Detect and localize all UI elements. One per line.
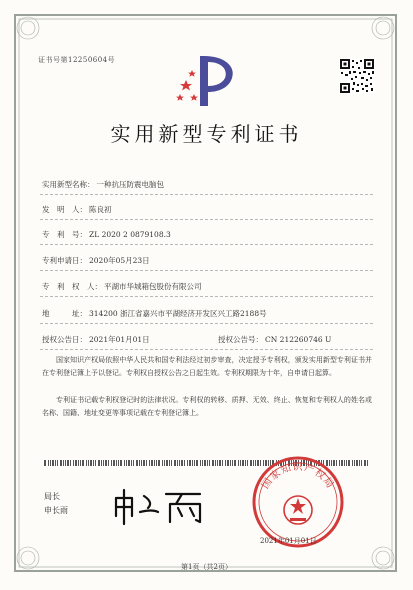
- divider: [40, 296, 373, 297]
- field-value: CN 212260746 U: [265, 335, 332, 344]
- patent-office-logo: [172, 52, 242, 108]
- page-number: 第1页（共2页）: [181, 563, 232, 571]
- svg-text:国家知识产权局: [259, 461, 336, 492]
- director-name: 申长雨: [44, 506, 68, 515]
- field-inventor: [42, 204, 112, 215]
- field-label: 专 利 权 人：: [42, 282, 102, 291]
- divider: [40, 349, 373, 350]
- field-value: 一种抗压防震电脑包: [96, 180, 164, 189]
- divider: [40, 270, 373, 271]
- field-utility-model-name: [42, 179, 164, 190]
- director-signature: [110, 486, 210, 526]
- field-label: 专 利 号：: [42, 230, 87, 239]
- field-value: 314200 浙江省嘉兴市平湖经济开发区兴工路2188号: [89, 309, 267, 318]
- qr-code: [339, 58, 375, 94]
- field-application-date: [42, 255, 150, 266]
- field-label: 地 址：: [42, 309, 87, 318]
- field-value: 平湖市华城箱包股份有限公司: [104, 282, 202, 291]
- field-label: 授权公告日：: [42, 335, 87, 344]
- seal-text: 国家知识产权局: [260, 462, 336, 492]
- field-value: 陈良初: [89, 205, 112, 214]
- divider: [40, 244, 373, 245]
- legal-notice: 专利证书记载专利权登记时的法律状况。专利权的转移、质押、无效、终止、恢复和专利权人的姓名或名称、国籍、地址变更等事项记载在专利登记簿上。: [42, 396, 372, 417]
- divider: [40, 219, 373, 220]
- field-label: 发 明 人：: [42, 205, 87, 214]
- field-value: 2021年01月01日: [89, 335, 150, 344]
- field-address: [42, 308, 267, 319]
- field-grant-number: [218, 334, 331, 345]
- field-grant-date: [42, 334, 150, 345]
- divider: [40, 194, 373, 195]
- field-value: 2020年05月23日: [89, 256, 150, 265]
- field-label: 授权公告号：: [218, 335, 263, 344]
- field-label: 实用新型名称：: [42, 180, 95, 189]
- field-patentee: [42, 281, 202, 292]
- field-patent-number: [42, 229, 171, 240]
- certificate-title: 实用新型专利证书: [110, 122, 303, 146]
- field-label: 专利申请日：: [42, 256, 87, 265]
- divider: [40, 323, 373, 324]
- field-value: ZL 2020 2 0879108.3: [89, 230, 171, 239]
- seal-date: 2021年01月01日: [260, 537, 317, 545]
- certificate-number: 证书号第12250604号: [38, 56, 116, 64]
- director-title: 局长: [44, 492, 60, 501]
- grant-statement: 国家知识产权局依照中华人民共和国专利法经过初步审查，决定授予专利权，颁发实用新型专利证书并在专利登记簿上予以登记。专利权自授权公告之日起生效。专利权期限为十年，自申请日起算。: [42, 356, 372, 377]
